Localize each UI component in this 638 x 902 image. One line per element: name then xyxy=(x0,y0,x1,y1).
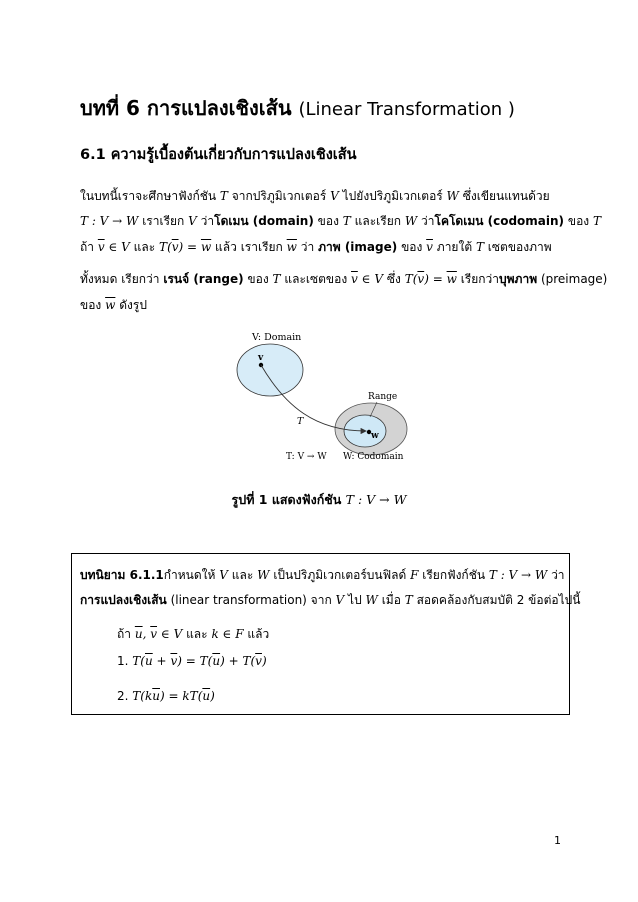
math-vector: $\overline{w}$ xyxy=(446,272,457,286)
math-symbol: V xyxy=(335,593,345,607)
math-symbol: , xyxy=(142,627,147,641)
intro-line-5 xyxy=(80,296,147,315)
math-symbol: T xyxy=(242,654,251,668)
math-symbol: W xyxy=(446,189,459,203)
text: เมื่อ xyxy=(381,593,401,607)
math-symbol: ) xyxy=(220,654,225,668)
definition-heading: บทนิยาม 6.1.1 xyxy=(80,568,164,582)
math-vector: $\overline{u}$ xyxy=(152,689,160,703)
math-symbol: ) xyxy=(210,689,215,703)
definition-line-1 xyxy=(80,566,565,585)
math-symbol: T xyxy=(342,214,351,228)
text: เรียกว่า xyxy=(460,272,500,286)
math-vector: $\overline{u}$ xyxy=(212,654,221,668)
text: ของ xyxy=(317,214,339,228)
term-codomain: โคโดเมน (codomain) xyxy=(434,214,565,228)
text: ถ้า xyxy=(117,627,132,641)
text: ไปยังปริภูมิเวกเตอร์ xyxy=(342,189,443,203)
section-heading: 6.1 ความรู้เบื้องต้นเกี่ยวกับการแปลงเชิงเส้น xyxy=(80,147,357,163)
definition-condition xyxy=(117,625,269,644)
math-symbol: T xyxy=(404,593,413,607)
domain-ellipse xyxy=(237,344,303,396)
math-symbol: ( xyxy=(197,689,203,703)
chapter-title xyxy=(80,92,515,124)
figure-caption xyxy=(0,490,638,510)
math-vector: $\overline{u}$ xyxy=(134,627,143,641)
math-symbol: T xyxy=(132,689,141,703)
math-symbol: F xyxy=(410,568,419,582)
text: ถ้า xyxy=(80,240,95,254)
math-symbol: k xyxy=(211,627,219,641)
math-symbol: = xyxy=(185,654,196,668)
domain-label: V: Domain xyxy=(252,332,302,343)
transformation-figure xyxy=(230,326,440,466)
caption-text: รูปที่ 1 แสดงฟังก์ชัน xyxy=(231,492,342,507)
math-symbol: ( xyxy=(167,240,172,254)
math-symbol: ∈ xyxy=(108,240,118,254)
math-symbol: V xyxy=(219,568,228,582)
math-symbol: ( xyxy=(412,272,418,286)
text: ทั้งหมด เรียกว่า xyxy=(80,272,160,286)
codomain-label: W: Codomain xyxy=(343,452,404,462)
text: ของ xyxy=(401,240,423,254)
text: และเซตของ xyxy=(284,272,348,286)
math-vector: $\overline{v}$ xyxy=(255,654,262,668)
text: ของ xyxy=(247,272,269,286)
math-vector: $\overline{v}$ xyxy=(150,627,158,641)
text: ว่า xyxy=(421,214,435,228)
point-v-label: v xyxy=(258,353,264,363)
math-symbol: ) xyxy=(178,240,184,254)
math-vector: $\overline{v}$ xyxy=(351,272,358,286)
math-vector: $\overline{w}$ xyxy=(105,298,116,312)
text: เป็นปริภูมิเวกเตอร์บนฟิลด์ xyxy=(273,568,407,582)
text: ในบทนี้เราจะศึกษาฟังก์ชัน xyxy=(80,189,217,203)
text: และเรียก xyxy=(354,214,402,228)
math-symbol: V xyxy=(173,627,183,641)
math-symbol: ∈ xyxy=(361,272,371,286)
math-symbol: W xyxy=(257,568,270,582)
math-symbol: T xyxy=(592,214,601,228)
text: ไป xyxy=(348,593,362,607)
text: สอดคล้องกับสมบัติ 2 ข้อต่อไปนี้ xyxy=(416,593,581,607)
math-symbol: W xyxy=(365,593,378,607)
math-vector: $\overline{w}$ xyxy=(200,240,212,254)
map-label: T: V → W xyxy=(286,452,327,462)
math-vector: $\overline{v}$ xyxy=(170,654,178,668)
math-map: T : V → W xyxy=(488,568,548,582)
text: และ xyxy=(133,240,156,254)
chapter-title-thai: บทที่ 6 การแปลงเชิงเส้น xyxy=(80,96,292,120)
math-symbol: T xyxy=(272,272,281,286)
math-symbol: T xyxy=(159,240,168,254)
math-vector: $\overline{v}$ xyxy=(171,240,179,254)
math-symbol: T xyxy=(132,654,141,668)
math-vector: $\overline{v}$ xyxy=(417,272,425,286)
math-vector: $\overline{u}$ xyxy=(202,689,211,703)
math-symbol: ) xyxy=(177,654,182,668)
math-vector: $\overline{v}$ xyxy=(426,240,433,254)
text: เราเรียก xyxy=(142,214,185,228)
text: ซึ่งเขียนแทนด้วย xyxy=(462,189,550,203)
math-symbol: T xyxy=(199,654,208,668)
definition-property-1 xyxy=(117,654,267,668)
range-label: Range xyxy=(368,392,398,402)
text: ว่า xyxy=(300,240,315,254)
chapter-title-english: (Linear Transformation ) xyxy=(298,99,515,120)
math-symbol: ( xyxy=(207,654,213,668)
intro-line-4 xyxy=(80,270,607,289)
term-domain: โดเมน (domain) xyxy=(214,214,314,228)
math-symbol: kT xyxy=(182,689,198,703)
term-linear-transformation: การแปลงเชิงเส้น xyxy=(80,593,167,607)
text: แล้ว เราเรียก xyxy=(215,240,283,254)
definition-line-2 xyxy=(80,591,580,610)
math-symbol: ∈ xyxy=(160,627,170,641)
text: 2. xyxy=(117,689,129,703)
text: แล้ว xyxy=(247,627,270,641)
math-symbol: W xyxy=(404,214,418,228)
math-symbol: F xyxy=(235,627,244,641)
text: เรียกฟังก์ชัน xyxy=(422,568,486,582)
text: จากปริภูมิเวกเตอร์ xyxy=(231,189,327,203)
text: ดังรูป xyxy=(119,298,147,312)
text: 1. xyxy=(117,654,129,668)
math-symbol: = xyxy=(187,240,198,254)
text: เซตของภาพ xyxy=(487,240,552,254)
text: และ xyxy=(231,568,254,582)
text: ซึ่ง xyxy=(386,272,401,286)
text: กำหนดให้ xyxy=(163,568,216,582)
math-symbol: + xyxy=(156,654,167,668)
math-symbol: V xyxy=(374,272,384,286)
term-range: เรนจ์ (range) xyxy=(163,272,244,286)
text: ว่า xyxy=(551,568,565,582)
text: (linear transformation) จาก xyxy=(170,593,332,607)
math-symbol: ) xyxy=(424,272,429,286)
intro-line-1 xyxy=(80,187,550,206)
caption-math: T : V → W xyxy=(345,492,407,507)
math-symbol: V xyxy=(121,240,130,254)
math-symbol: + xyxy=(228,654,239,668)
text: (preimage) xyxy=(540,272,608,286)
math-symbol: ) xyxy=(261,654,267,668)
math-symbol: = xyxy=(432,272,443,286)
math-map: T : V → W xyxy=(80,214,139,228)
text: ว่า xyxy=(200,214,215,228)
point-w-label: w xyxy=(371,431,379,441)
math-symbol: = xyxy=(168,689,179,703)
math-vector: $\overline{v}$ xyxy=(97,240,105,254)
text: ภายใต้ xyxy=(436,240,473,254)
math-vector: $\overline{w}$ xyxy=(286,240,297,254)
term-preimage: บุพภาพ xyxy=(499,272,538,286)
intro-line-2 xyxy=(80,212,601,231)
math-symbol: ( xyxy=(250,654,256,668)
text: ของ xyxy=(567,214,590,228)
text: ของ xyxy=(80,298,102,312)
math-symbol: V xyxy=(188,214,197,228)
math-symbol: V xyxy=(330,189,339,203)
math-symbol: ) xyxy=(160,689,165,703)
math-symbol: ( xyxy=(140,689,145,703)
math-symbol: T xyxy=(404,272,413,286)
text: และ xyxy=(186,627,208,641)
t-label: T xyxy=(297,416,304,427)
math-symbol: k xyxy=(144,689,153,703)
math-symbol: ( xyxy=(140,654,145,668)
intro-line-3 xyxy=(80,238,552,257)
math-symbol: ∈ xyxy=(222,627,232,641)
page-number: 1 xyxy=(554,834,561,847)
math-vector: $\overline{u}$ xyxy=(144,654,153,668)
math-symbol: T xyxy=(475,240,484,254)
term-image: ภาพ (image) xyxy=(318,240,398,254)
math-symbol: T xyxy=(219,189,228,203)
definition-property-2 xyxy=(117,689,215,703)
